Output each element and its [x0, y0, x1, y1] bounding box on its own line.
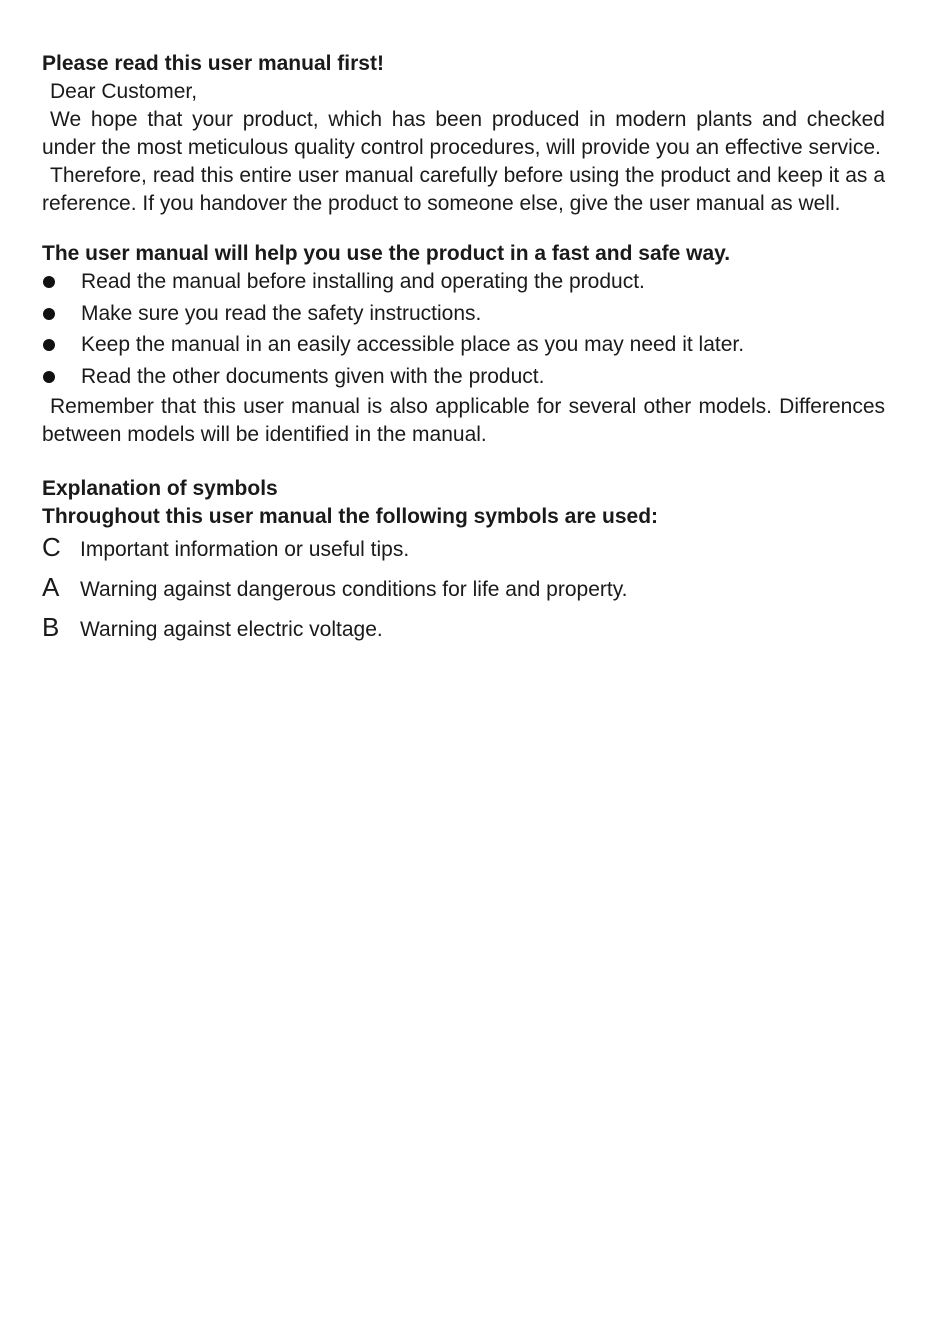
symbol-row-tips	[42, 533, 885, 573]
bullet-text: Read the manual before installing and operating the product.	[81, 270, 645, 293]
symbol-description: Important information or useful tips.	[80, 537, 410, 561]
bullet-text: Read the other documents given with the product.	[81, 364, 545, 388]
list-item	[42, 363, 885, 391]
symbols-list	[42, 533, 885, 653]
list-item	[42, 331, 885, 359]
electric-voltage-icon: B	[42, 611, 60, 642]
intro-paragraph-2: Therefore, read this entire user manual carefully before using the product and keep it as a reference. If you handover the product to someone else, give the user manual as well.	[42, 164, 885, 215]
danger-warning-icon: A	[42, 571, 60, 602]
greeting: Dear Customer,	[50, 80, 198, 103]
symbol-row-voltage	[42, 613, 885, 653]
bullet-text: Make sure you read the safety instructions.	[81, 301, 482, 325]
bullet-icon	[43, 276, 55, 288]
help-heading: The user manual will help you use the product in a fast and safe way.	[42, 242, 731, 265]
models-note: Remember that this user manual is also applicable for several other models. Differences between models will be identified in the manual.	[42, 394, 885, 446]
symbols-subheading: Throughout this user manual the following symbols are used:	[42, 504, 659, 528]
manual-page	[42, 50, 885, 653]
bullet-text: Keep the manual in an easily accessible place as you may need it later.	[81, 333, 745, 356]
help-bullet-list	[42, 268, 885, 391]
symbol-description: Warning against dangerous conditions for life and property.	[80, 577, 628, 601]
intro-paragraph-1: We hope that your product, which has been produced in modern plants and checked under the most meticulous quality control procedures, will provide you an effective service.	[42, 108, 885, 159]
list-item	[42, 268, 885, 296]
symbols-heading: Explanation of symbols	[42, 476, 278, 500]
intro-heading: Please read this user manual first!	[42, 52, 384, 75]
bullet-icon	[43, 339, 55, 351]
bullet-icon	[43, 371, 55, 383]
bullet-icon	[43, 308, 55, 320]
list-item	[42, 300, 885, 328]
symbol-description: Warning against electric voltage.	[80, 617, 383, 641]
symbol-row-danger	[42, 573, 885, 613]
info-tip-icon: C	[42, 531, 61, 562]
